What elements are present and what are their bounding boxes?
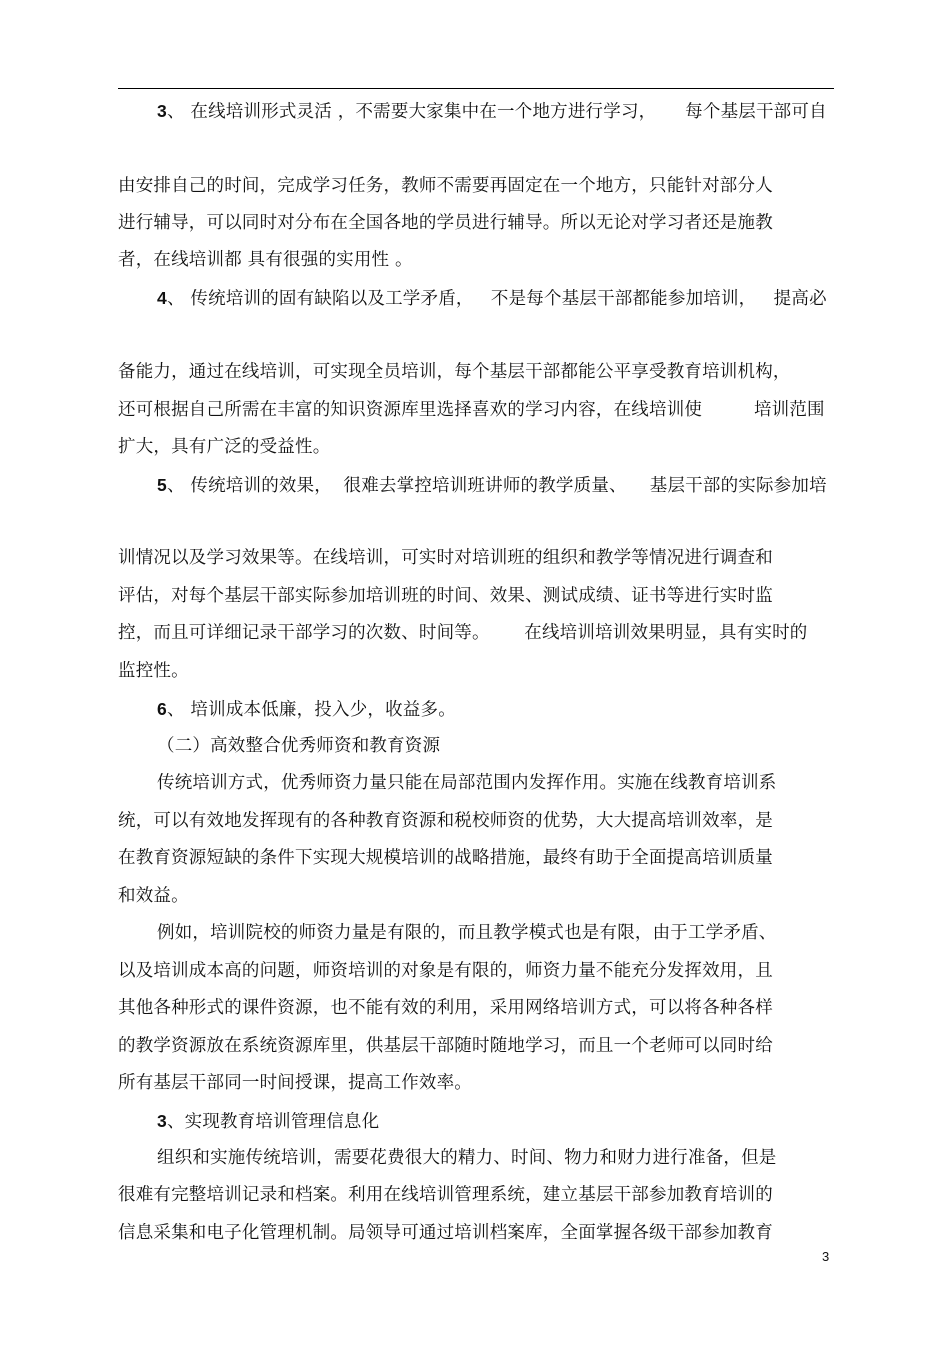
paragraph-line: 很难有完整培训记录和档案。利用在线培训管理系统，建立基层干部参加教育培训的 [118, 1185, 773, 1205]
paragraph-line: 还可根据自己所需在丰富的知识资源库里选择喜欢的学习内容，在线培训使 培训范围 [118, 400, 825, 420]
header-rule [118, 88, 834, 89]
paragraph-line: 进行辅导，可以同时对分布在全国各地的学员进行辅导。所以无论对学习者还是施教 [118, 213, 773, 233]
item-number: 3 [157, 1111, 167, 1131]
paragraph-line: 以及培训成本高的问题，师资培训的对象是有限的，师资力量不能充分发挥效用，且 [118, 961, 773, 981]
paragraph-line: 3、 在线培训形式灵活 ，不需要大家集中在一个地方进行学习， 每个基层干部可自 [157, 101, 827, 122]
section-heading: 3、实现教育培训管理信息化 [157, 1111, 380, 1132]
paragraph-line: 训情况以及学习效果等。在线培训，可实时对培训班的组织和教学等情况进行调查和 [118, 548, 773, 568]
paragraph-line: 组织和实施传统培训，需要花费很大的精力、时间、物力和财力进行准备，但是 [157, 1148, 777, 1168]
paragraph-line: 例如，培训院校的师资力量是有限的，而且教学模式也是有限，由于工学矛盾、 [157, 923, 777, 943]
item-number: 4 [157, 288, 167, 308]
paragraph-line: 信息采集和电子化管理机制。局领导可通过培训档案库，全面掌握各级干部参加教育 [118, 1223, 773, 1243]
paragraph-line: 扩大，具有广泛的受益性。 [118, 437, 331, 457]
paragraph-line: 的教学资源放在系统资源库里，供基层干部随时随地学习，而且一个老师可以同时给 [118, 1036, 773, 1056]
section-heading: （二）高效整合优秀师资和教育资源 [157, 736, 441, 756]
paragraph-line: 备能力，通过在线培训，可实现全员培训，每个基层干部都能公平享受教育培训机构， [118, 362, 791, 382]
paragraph-line: 5、 传统培训的效果， 很难去掌控培训班讲师的教学质量、 基层干部的实际参加培 [157, 475, 827, 496]
item-number: 3 [157, 101, 167, 121]
paragraph-line: 所有基层干部同一时间授课，提高工作效率。 [118, 1073, 472, 1093]
paragraph-line: 由安排自己的时间，完成学习任务，教师不需要再固定在一个地方，只能针对部分人 [118, 176, 773, 196]
paragraph-line: 4、 传统培训的固有缺陷以及工学矛盾， 不是每个基层干部都能参加培训， 提高必 [157, 288, 827, 309]
paragraph-line: 其他各种形式的课件资源，也不能有效的利用，采用网络培训方式，可以将各种各样 [118, 998, 773, 1018]
paragraph-line: 评估，对每个基层干部实际参加培训班的时间、效果、测试成绩、证书等进行实时监 [118, 586, 773, 606]
paragraph-line: 者，在线培训都 具有很强的实用性 。 [118, 250, 413, 270]
paragraph-line: 和效益。 [118, 886, 189, 906]
paragraph-line: 在教育资源短缺的条件下实现大规模培训的战略措施，最终有助于全面提高培训质量 [118, 848, 773, 868]
paragraph-line: 6、 培训成本低廉，投入少，收益多。 [157, 699, 456, 720]
item-number: 6 [157, 699, 167, 719]
paragraph-line: 监控性。 [118, 661, 189, 681]
paragraph-line: 控，而且可详细记录干部学习的次数、时间等。 在线培训培训效果明显，具有实时的 [118, 623, 808, 643]
paragraph-line: 统，可以有效地发挥现有的各种教育资源和税校师资的优势，大大提高培训效率，是 [118, 811, 773, 831]
item-number: 5 [157, 475, 167, 495]
page-number: 3 [822, 1249, 830, 1264]
paragraph-line: 传统培训方式，优秀师资力量只能在局部范围内发挥作用。实施在线教育培训系 [157, 773, 777, 793]
